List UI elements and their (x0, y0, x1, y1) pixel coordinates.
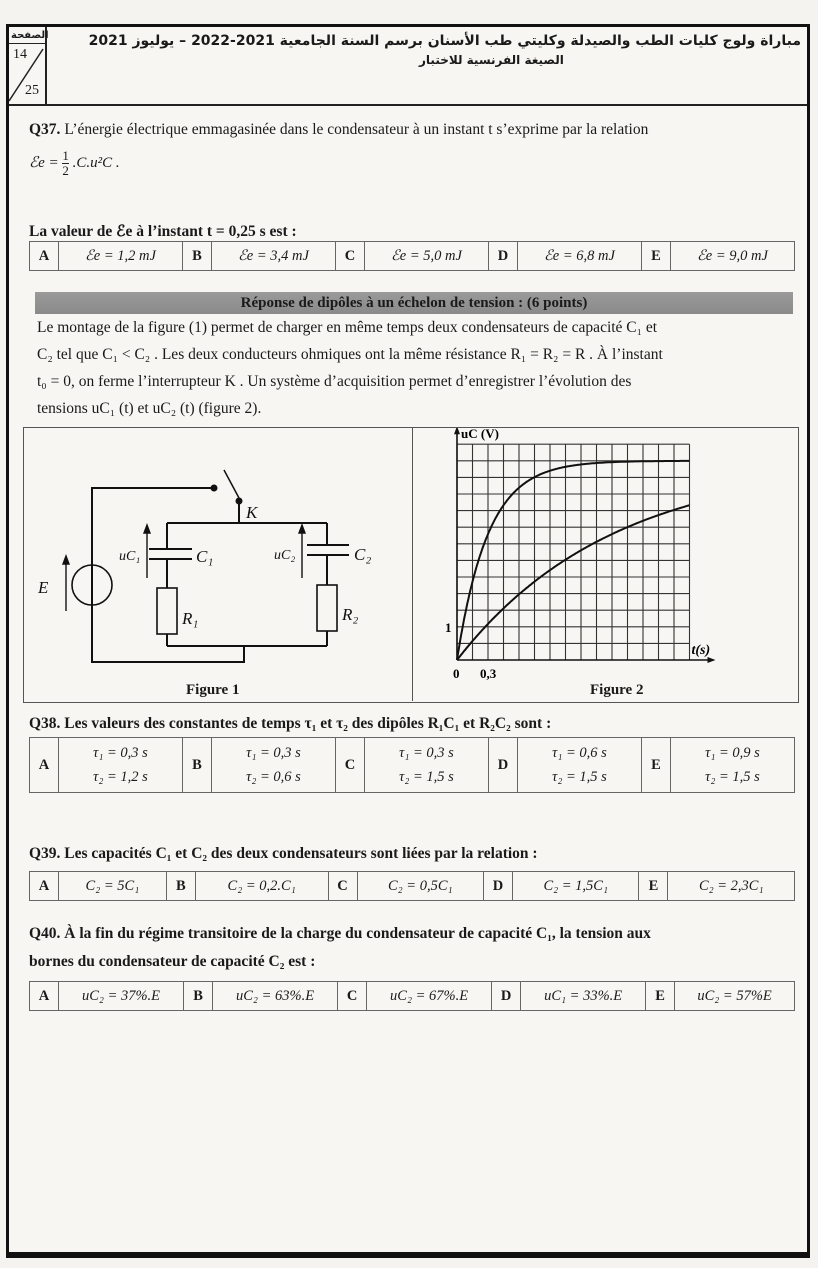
q37-option-letter[interactable]: B (183, 242, 212, 271)
figure1-circuit (24, 428, 412, 704)
q39-option-letter[interactable]: E (639, 872, 668, 901)
page-total: 25 (25, 83, 39, 98)
q38-option-line1: τ₁ = 0,3 s (399, 745, 454, 761)
q39-option-value[interactable]: C₂ = 0,5C₁ (357, 872, 483, 901)
q40-option-value[interactable]: uC₁ = 33%.E (521, 982, 646, 1011)
q38-option-line2: τ₂ = 1,5 s (399, 769, 454, 785)
chart-grid (457, 444, 690, 660)
q39-option-letter[interactable]: A (30, 872, 59, 901)
q38-option-line2: τ₂ = 1,5 s (705, 769, 760, 785)
q38-option-value[interactable] (365, 738, 489, 793)
q37-text (29, 121, 648, 139)
exam-page (6, 24, 810, 1258)
q40-option-value[interactable]: uC₂ = 37%.E (59, 982, 184, 1011)
formula-lhs: ℰe = (29, 154, 59, 171)
figure2-chart (413, 428, 801, 704)
section-line-4: tensions uC₁ (t) et uC₂ (t) (figure 2). (37, 400, 262, 417)
label-R2: R₂ (342, 605, 359, 624)
q39-option-value[interactable]: C₂ = 5C₁ (59, 872, 167, 901)
figures-box (23, 427, 799, 703)
section-title: Réponse de dipôles à un échelon de tension : (6 points) (35, 292, 793, 314)
label-uC1: uC₁ (119, 549, 141, 564)
q40-answer-table (29, 981, 795, 1011)
section-line-3: t₀ = 0, on ferme l’interrupteur K . Un système d’acquisition permet d’enregistrer l’évolution des (37, 373, 632, 390)
q38-option-letter[interactable]: B (183, 738, 212, 793)
q38-option-letter[interactable]: A (30, 738, 59, 793)
q40-option-value[interactable]: uC₂ = 57%E (675, 982, 795, 1011)
q38-option-line1: τ₁ = 0,3 s (246, 745, 301, 761)
q40-option-value[interactable]: uC₂ = 63%.E (213, 982, 338, 1011)
q37-option-letter[interactable]: A (30, 242, 59, 271)
q40-line-2: bornes du condensateur de capacité C₂ est : (29, 953, 316, 970)
q39-option-value[interactable]: C₂ = 2,3C₁ (668, 872, 795, 901)
figure2-caption: Figure 2 (590, 682, 644, 698)
q37-number: Q37. (29, 121, 61, 138)
q40-line-1: Q40. À la fin du régime transitoire de la charge du condensateur de capacité C₁, la tension aux (29, 925, 651, 942)
q37-option-value[interactable]: ℰe = 1,2 mJ (59, 242, 183, 271)
page-number-box (9, 27, 47, 104)
q38-option-value[interactable] (59, 738, 183, 793)
q39-option-value[interactable]: C₂ = 1,5C₁ (513, 872, 639, 901)
formula-fraction (62, 149, 69, 178)
exam-title: مباراة ولوج كليات الطب والصيدلة وكليتي طب الأسنان برسم السنة الجامعية 2021-2022 – يوليوز 2021 (88, 33, 801, 49)
q39-answer-table (29, 871, 795, 901)
label-C1: C₁ (196, 547, 214, 566)
formula-denominator: 2 (62, 163, 69, 178)
q40-option-letter[interactable]: D (492, 982, 521, 1011)
q38-option-line1: τ₁ = 0,6 s (552, 745, 607, 761)
y-axis-arrow (454, 428, 460, 434)
curve-uC2 (457, 505, 690, 660)
label-E: E (38, 578, 49, 597)
q38-option-line1: τ₁ = 0,9 s (705, 745, 760, 761)
q38-option-line2: τ₂ = 1,2 s (93, 769, 148, 785)
q37-answer-table (29, 241, 795, 271)
q37-statement: L’énergie électrique emmagasinée dans le condensateur à un instant t s’exprime par la relation (64, 121, 649, 138)
q38-option-value[interactable] (671, 738, 795, 793)
q38-option-line2: τ₂ = 1,5 s (552, 769, 607, 785)
x-tick-label: 0 (453, 666, 460, 681)
q37-option-value[interactable]: ℰe = 5,0 mJ (365, 242, 489, 271)
q38-option-line2: τ₂ = 0,6 s (246, 769, 301, 785)
q39-text: Q39. Les capacités C₁ et C₂ des deux condensateurs sont liées par la relation : (29, 845, 538, 862)
formula-numerator: 1 (62, 148, 69, 163)
q37-formula (29, 149, 120, 178)
y-tick-label: 1 (445, 619, 452, 635)
q39-option-letter[interactable]: B (166, 872, 195, 901)
q39-option-value[interactable]: C₂ = 0,2.C₁ (195, 872, 328, 901)
page-label: الصفحة (11, 30, 49, 41)
page-header (9, 27, 807, 106)
q37-option-value[interactable]: ℰe = 3,4 mJ (212, 242, 336, 271)
q38-option-letter[interactable]: E (642, 738, 671, 793)
q38-option-letter[interactable]: C (336, 738, 365, 793)
q38-answer-table (29, 737, 795, 793)
q37-option-letter[interactable]: D (489, 242, 518, 271)
x-tick-label: 0,3 (480, 666, 497, 681)
q37-option-letter[interactable]: C (336, 242, 365, 271)
q39-option-letter[interactable]: C (328, 872, 357, 901)
q37-prompt: La valeur de ℰe à l’instant t = 0,25 s est : (29, 223, 297, 240)
x-axis-label: t(s) (691, 643, 711, 658)
section-line-2: C₂ tel que C₁ < C₂ . Les deux conducteurs ohmiques ont la même résistance R₁ = R₂ = R . À l’instant (37, 346, 663, 363)
q40-option-letter[interactable]: C (338, 982, 367, 1011)
label-uC2: uC₂ (274, 548, 296, 563)
q37-option-letter[interactable]: E (642, 242, 671, 271)
resistor-R2 (317, 585, 337, 631)
label-R1: R₁ (182, 609, 199, 628)
label-K: K (246, 503, 258, 522)
switch-K (224, 470, 239, 498)
q40-option-letter[interactable]: A (30, 982, 59, 1011)
q40-option-value[interactable]: uC₂ = 67%.E (367, 982, 492, 1011)
figure1-caption: Figure 1 (186, 682, 240, 698)
q37-option-value[interactable]: ℰe = 9,0 mJ (671, 242, 795, 271)
q39-option-letter[interactable]: D (484, 872, 513, 901)
q38-option-value[interactable] (212, 738, 336, 793)
y-axis-label: uC (V) (461, 428, 499, 442)
formula-rhs: .C.u²C . (72, 154, 120, 171)
resistor-R1 (157, 588, 177, 634)
label-C2: C₂ (354, 545, 372, 564)
q40-option-letter[interactable]: E (646, 982, 675, 1011)
q38-option-line1: τ₁ = 0,3 s (93, 745, 148, 761)
section-line-1: Le montage de la figure (1) permet de charger en même temps deux condensateurs de capacité C₁ et (37, 319, 658, 336)
q38-option-letter[interactable]: D (489, 738, 518, 793)
wire-top-left (92, 488, 214, 662)
q40-option-letter[interactable]: B (184, 982, 213, 1011)
page-current: 14 (13, 47, 27, 62)
q38-option-value[interactable] (518, 738, 642, 793)
q38-text: Q38. Les valeurs des constantes de temps τ₁ et τ₂ des dipôles R₁C₁ et R₂C₂ sont : (29, 715, 552, 732)
q37-option-value[interactable]: ℰe = 6,8 mJ (518, 242, 642, 271)
exam-subtitle: الصيغة الفرنسية للاختبار (419, 53, 564, 67)
